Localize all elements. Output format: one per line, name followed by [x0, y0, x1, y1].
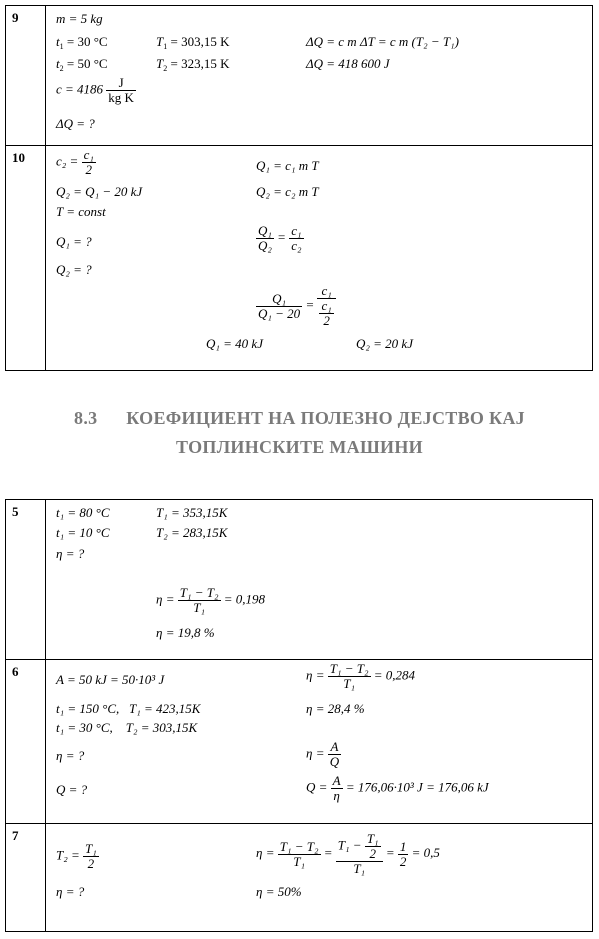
q2-relation: Q₂ = Q₁ − 20 kJ [56, 184, 143, 199]
t2-given: t₁ = 10 °C [56, 525, 110, 540]
problem-number: 5 [12, 504, 19, 519]
q-formula: Q = $\frac{A}{\eta}$ = 176,06·10³ J = 176,06 kJ [306, 773, 489, 803]
q2-result: Q₂ = 20 kJ [356, 336, 413, 351]
eta-formula: η = $\frac{\text{T₁ − T₂}}{\text{T₁}}$ = 0,198 [156, 585, 266, 615]
t1-given: $t_1 = 30$ °C [56, 34, 108, 51]
T2-given: T₂ = $\frac{\text{T₁}}{2}$ [56, 841, 97, 871]
eta-percent: η = 19,8 % [156, 625, 215, 640]
q2-unknown: Q₂ = ? [56, 262, 92, 277]
table-row-10 [6, 146, 592, 370]
eta-derivation: η = $\frac{\text{T₁ − T₂}}{\text{T₁}}$ = T₁ − $\frac{\text{T₁}}{2}$ T₁ = $\frac{1}{2}$ = 0,5 [256, 831, 440, 876]
specific-heat: c = 4186 $\frac{J}{\text{kg K}}$ [56, 75, 134, 105]
table-row-6 [6, 660, 592, 824]
eta-percent: η = 50% [256, 884, 302, 899]
work-given: A = 50 kJ = 50·10³ J [56, 672, 165, 687]
eta-unknown: η = ? [56, 884, 85, 899]
problem-number: 6 [12, 664, 19, 679]
t1-given: t₁ = 80 °C [56, 505, 110, 520]
T1-given: T₁ = 353,15K [156, 505, 228, 520]
table-problems-9-10 [5, 5, 593, 371]
dq-value: ΔQ = 418 600 J [306, 56, 390, 71]
eta-formula: η = $\frac{\text{T₁ − T₂}}{\text{T₁}}$ = 0,284 [306, 661, 416, 691]
t2-given: $t_2 = 50$ °C [56, 56, 108, 73]
substituted-equation: $\frac{\text{Q₁}}{\text{Q₁ − 20}}$ = $\frac{\text{c₁}}{\frac{\text{c₁}}{2}}$ [256, 284, 336, 328]
mass-given: m = 5 kg [56, 11, 103, 26]
q1-formula: Q₁ = c₁ m T [256, 158, 319, 173]
section-heading-line-2: ТОПЛИНСКИТЕ МАШИНИ [176, 437, 423, 457]
q1-unknown: Q₁ = ? [56, 234, 92, 249]
q-unknown: Q = ? [56, 782, 88, 797]
table-row-9 [6, 6, 592, 146]
ratio-equation: $\frac{\text{Q₁}}{\text{Q₂}}$ = $\frac{\text{c₁}}{\text{c₂}}$ [258, 223, 302, 253]
problem-number: 10 [12, 150, 25, 165]
problem-number: 7 [12, 828, 19, 843]
table-row-5 [6, 500, 592, 660]
eta-definition: η = $\frac{A}{Q}$ [306, 739, 340, 769]
section-heading-line-1: 8.3 КОЕФИЦИЕНТ НА ПОЛЕЗНО ДЕЈСТВО КАЈ [74, 408, 525, 428]
q1-result: Q₁ = 40 kJ [206, 336, 263, 351]
table-row-7 [6, 824, 592, 931]
T1-given: $T_1 = 303,15$ K [156, 34, 230, 51]
t-const: T = const [56, 204, 106, 219]
eta-unknown: η = ? [56, 748, 85, 763]
eta-unknown: η = ? [56, 546, 85, 561]
dq-unknown: ΔQ = ? [56, 116, 95, 131]
c2-given: c₂ = $\frac{\text{c₁}}{2}$ [56, 147, 94, 177]
T2-given: T₂ = 283,15K [156, 525, 228, 540]
problem-number: 9 [12, 10, 19, 25]
eta-percent: η = 28,4 % [306, 701, 365, 716]
T2-given: $T_2 = 323,15$ K [156, 56, 230, 73]
t2-given: t₁ = 30 °C, T₂ = 303,15K [56, 720, 198, 735]
q2-formula: Q₂ = c₂ m T [256, 184, 319, 199]
dq-formula: ΔQ = c m ΔT = c m (T₂ − T₁) [306, 34, 459, 49]
t1-given: t₁ = 150 °C, T₁ = 423,15K [56, 701, 201, 716]
table-problems-5-7 [5, 499, 593, 932]
